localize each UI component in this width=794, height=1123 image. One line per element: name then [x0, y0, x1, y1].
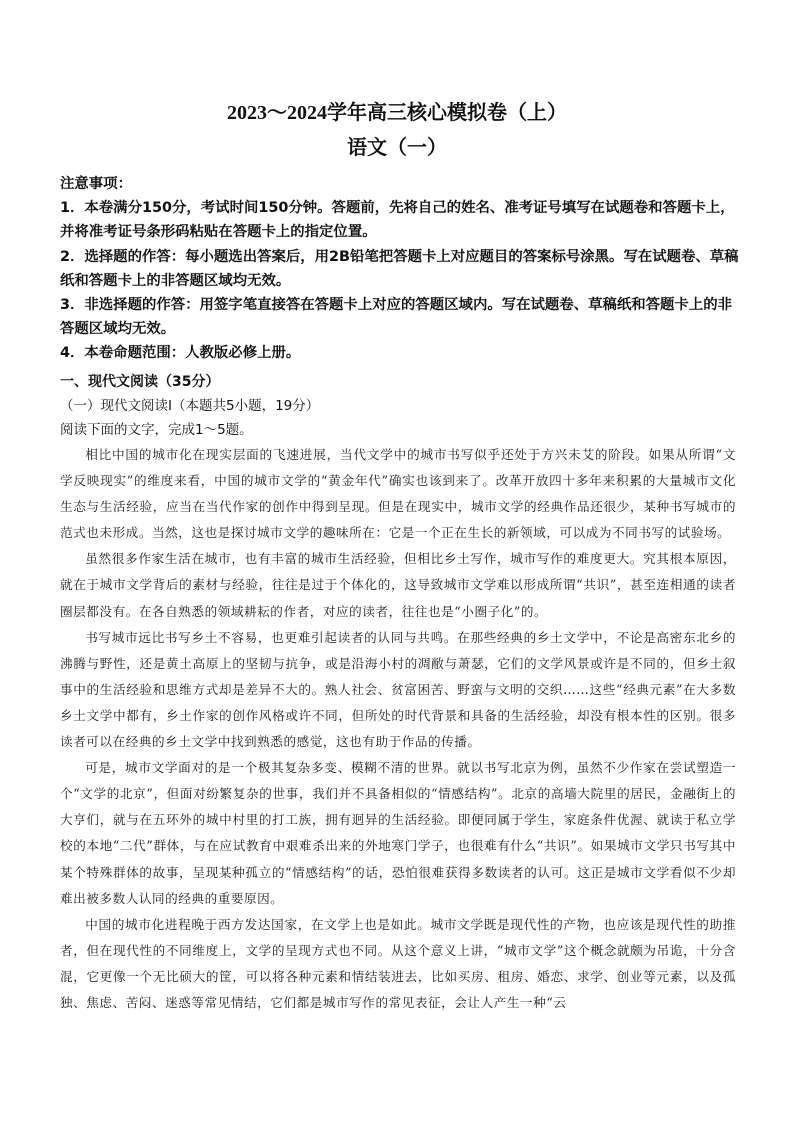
note-item-1: 1．本卷满分150分，考试时间150分钟。答题前，先将自己的姓名、准考证号填写在试题卷和答题卡上，并将准考证号条形码粘贴在答题卡上的指定位置。 — [60, 200, 735, 241]
reading-passage — [60, 442, 736, 1016]
note-item-3: 3．非选择题的作答：用签字笔直接答在答题卡上对应的答题区域内。写在试题卷、草稿纸和答题卡上的非答题区域均无效。 — [60, 297, 732, 338]
exam-title: 2023～2024学年高三核心模拟卷（上） — [227, 102, 567, 124]
passage-paragraph-1: 相比中国的城市化在现实层面的飞速进展，当代文学中的城市书写似乎还处于方兴未艾的阶段。如果从所谓“文学反映现实”的维度来看，中国的城市文学的“黄金年代”确实也该到来了。改革开放四十多年来积累的大量城市文化生态与生活经验，应当在当代作家的创作中得到呈现。但是在现实中，城市文学的经典作品还很少，某种书写城市的范式也未形成。当然，这也是探讨城市文学的趣味所在：它是一个正在生长的新领域，可以成为不同书写的试验场。 — [60, 447, 736, 541]
notes-block — [60, 172, 740, 366]
note-item-2: 2．选择题的作答：每小题选出答案后，用2B铅笔把答题卡上对应题目的答案标号涂黑。写在试题卷、草稿纸和答题卡上的非答题区域均无效。 — [60, 248, 739, 289]
passage-paragraph-5: 中国的城市化进程晚于西方发达国家，在文学上也是如此。城市文学既是现代性的产物，也应该是现代性的助推者，但在现代性的不同维度上，文学的呈现方式也不同。从这个意义上讲，“城市文学”这个概念就颇为吊诡，十分含混，它更像一个无比硕大的筐，可以将各种元素和情结装进去，比如买房、租房、婚恋、求学、创业等元素，以及孤独、焦虑、苦闷、迷惑等常见情结，它们都是城市写作的常见表征，会让人产生一种“云 — [60, 916, 736, 1010]
passage-paragraph-4: 可是，城市文学面对的是一个极其复杂多变、模糊不清的世界。就以书写北京为例，虽然不少作家在尝试塑造一个“文学的北京”，但面对纷繁复杂的世事，我们并不具备相似的“情感结构”。北京的高墙大院里的居民，金融街上的大亨们，就与在五环外的城中村里的打工族，拥有迥异的生活经验。即便同属于学生，家庭条件优渥、就读于私立学校的本地“二代”群体，与在应试教育中艰难杀出来的外地寒门学子，也很难有什么“共识”。如果城市文学只书写其中某个特殊群体的故事，呈现某种孤立的“情感结构”的话，恐怕很难获得多数读者的认可。这正是城市文学看似不少却难出被多数人认同的经典的重要原因。 — [60, 760, 736, 906]
passage-paragraph-3: 书写城市远比书写乡土不容易，也更难引起读者的认同与共鸣。在那些经典的乡土文学中，不论是高密东北乡的沸腾与野性，还是黄土高原上的坚韧与抗争，或是沿海小村的凋敝与萧瑟，它们的文学风景或许是不同的，但乡土叙事中的生活经验和思维方式却是差异不大的。熟人社会、贫富困苦、野蛮与文明的交织……这些“经典元素”在大多数乡土文学中都有，乡土作家的创作风格或许不同，但所处的时代背景和具备的生活经验，却没有根本性的区别。很多读者可以在经典的乡土文学中找到熟悉的感觉，这也有助于作品的传播。 — [60, 629, 736, 750]
section-instruction: 阅读下面的文字，完成1～5题。 — [60, 422, 253, 438]
section-heading: 一、现代文阅读（35分） — [60, 374, 220, 390]
section-subheading: （一）现代文阅读Ⅰ（本题共5小题，19分） — [60, 398, 320, 414]
note-item-4: 4．本卷命题范围：人教版必修上册。 — [60, 345, 301, 362]
passage-paragraph-2: 虽然很多作家生活在城市，也有丰富的城市生活经验，但相比乡土写作，城市写作的难度更大。究其根本原因，就在于城市文学背后的素材与经验，往往是过于个体化的，这导致城市文学难以形成所谓“共识”，甚至连相通的读者圈层都没有。在各自熟悉的领域耕耘的作者，对应的读者，往往也是“小圈子化”的。 — [60, 551, 736, 619]
section-header — [60, 370, 740, 442]
notes-heading: 注意事项： — [60, 176, 132, 192]
exam-subtitle: 语文（一） — [347, 137, 447, 159]
